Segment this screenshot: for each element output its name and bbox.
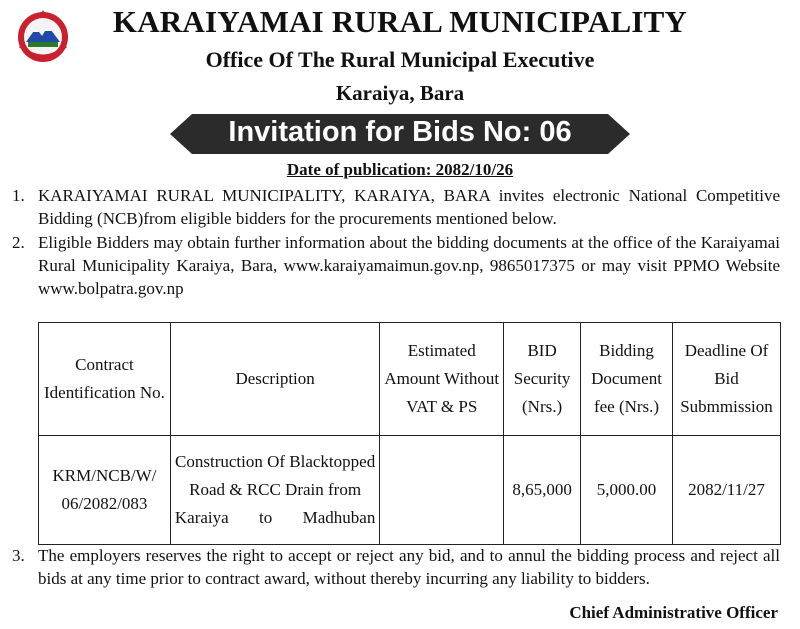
paragraph-2-text: Eligible Bidders may obtain further information about the bidding documents at the office of the Karaiyamai Rural Municipality Karaiya, Bara, www.karaiyamaimun.gov.np, 9865017375 or may visit PPMO Website www.bolpatra.gov.np [38,233,780,298]
cell-deadline: 2082/11/27 [673,436,781,545]
paragraph-3-number: 3. [12,546,25,565]
location-title: Karaiya, Bara [335,81,465,105]
invitation-banner [0,112,800,156]
cell-description: Construction Of Blacktopped Road & RCC Drain from Karaiya to Madhuban [170,436,379,545]
header-bid-security: BID Security (Nrs.) [504,323,581,436]
paragraph-1 [12,184,780,230]
publication-date: Date of publication: 2082/10/26 [286,160,514,179]
municipality-title: KARAIYAMAI RURAL MUNICIPALITY [112,4,688,39]
paragraph-2 [12,231,780,300]
cell-bid-security: 8,65,000 [504,436,581,545]
cell-contract-id: KRM/NCB/W/ 06/2082/083 [39,436,171,545]
paragraph-2-number: 2. [12,233,25,252]
table-row [39,436,781,545]
cell-document-fee: 5,000.00 [581,436,673,545]
bids-table [38,322,781,545]
signature-title: Chief Administrative Officer [569,603,778,622]
invitation-title: Invitation for Bids No: 06 [228,116,572,148]
cell-estimated-amount [380,436,504,545]
paragraph-3 [12,544,780,590]
header-contract-id: Contract Identification No. [39,323,171,436]
header-description: Description [170,323,379,436]
office-title: Office Of The Rural Municipal Executive [205,47,595,72]
header-deadline: Deadline Of Bid Submmission [673,323,781,436]
header-document-fee: Bidding Document fee (Nrs.) [581,323,673,436]
paragraph-1-number: 1. [12,186,25,205]
paragraph-3-text: The employers reserves the right to accept or reject any bid, and to annul the bidding process and reject all bids at any time prior to contract award, without thereby incurring any liability to bidders. [38,546,780,588]
header-estimated-amount: Estimated Amount Without VAT & PS [380,323,504,436]
paragraph-1-text: KARAIYAMAI RURAL MUNICIPALITY, KARAIYA, BARA invites electronic National Competitive Bidding (NCB)from eligible bidders for the procurements mentioned below. [38,186,780,228]
table-header-row [39,323,781,436]
